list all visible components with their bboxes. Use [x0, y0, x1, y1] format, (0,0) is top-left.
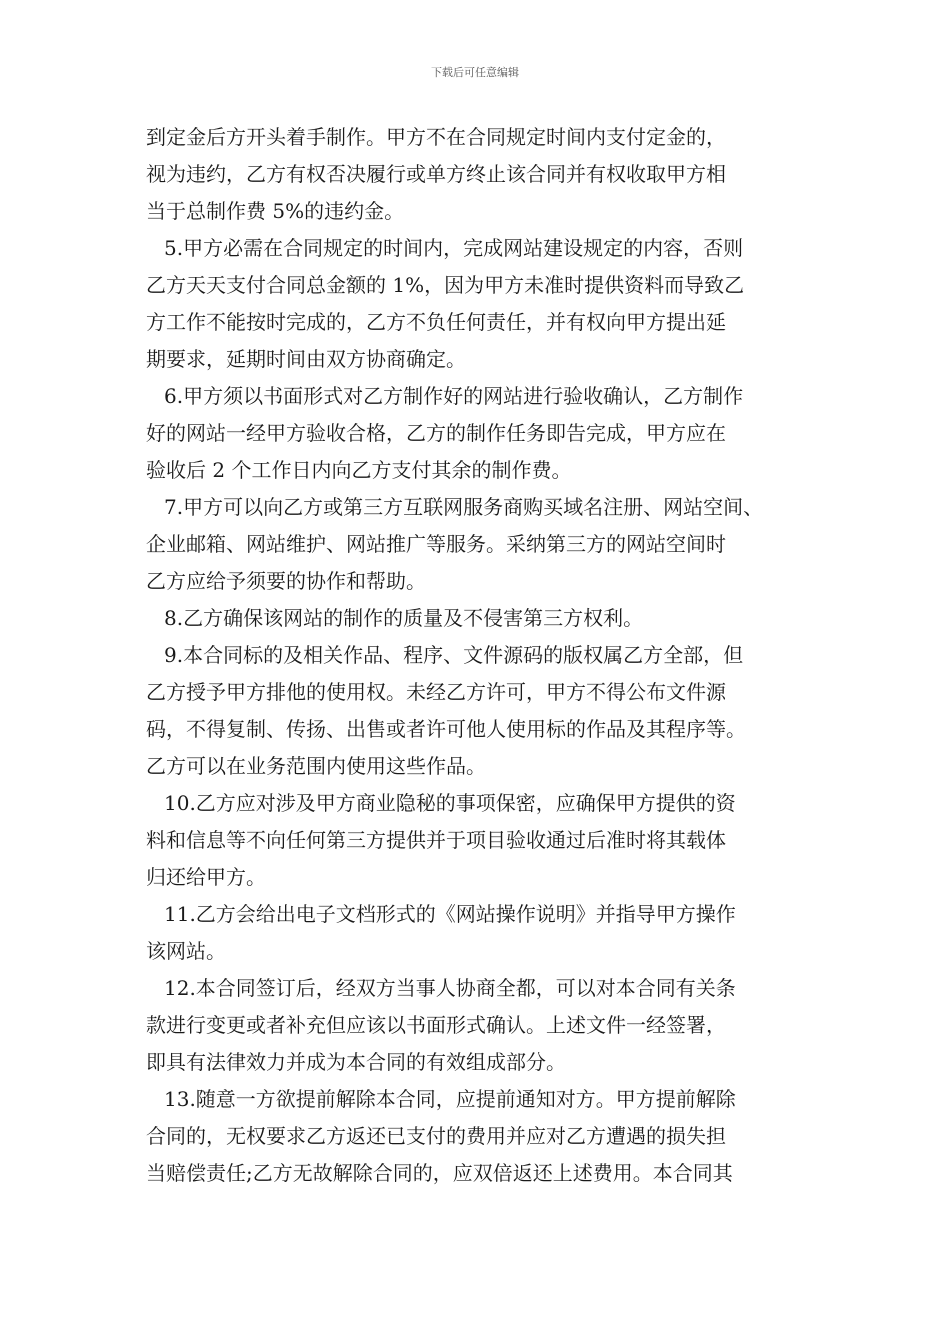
clause-13	[146, 1081, 826, 1192]
text-line: 企业邮箱、网站维护、网站推广等服务。采纳第三方的网站空间时	[146, 532, 726, 556]
text-line: 归还给甲方。	[146, 865, 266, 889]
text-line: 期要求，延期时间由双方协商确定。	[146, 347, 466, 371]
clause-8	[146, 600, 826, 637]
text-line: 验收后 2 个工作日内向乙方支付其余的制作费。	[146, 458, 572, 482]
text-line: 乙方授予甲方排他的使用权。未经乙方许可，甲方不得公布文件源	[146, 680, 726, 704]
text-line: 6.甲方须以书面形式对乙方制作好的网站进行验收确认，乙方制作	[164, 384, 744, 408]
clause-9	[146, 637, 826, 785]
text-line: 方工作不能按时完成的，乙方不负任何责任，并有权向甲方提出延	[146, 310, 726, 334]
text-line: 12.本合同签订后，经双方当事人协商全都，可以对本合同有关条	[164, 976, 736, 1000]
text-line: 即具有法律效力并成为本合同的有效组成部分。	[146, 1050, 566, 1074]
text-line: 料和信息等不向任何第三方提供并于项目验收通过后准时将其载体	[146, 828, 726, 852]
clause-11	[146, 896, 826, 970]
text-line: 码，不得复制、传扬、出售或者许可他人使用标的作品及其程序等。	[146, 717, 746, 741]
clause-6	[146, 378, 826, 489]
text-line: 13.随意一方欲提前解除本合同，应提前通知对方。甲方提前解除	[164, 1087, 736, 1111]
text-line: 7.甲方可以向乙方或第三方互联网服务商购买域名注册、网站空间、	[164, 495, 764, 519]
text-line: 该网站。	[146, 939, 226, 963]
clause-10	[146, 785, 826, 896]
text-line: 乙方可以在业务范围内使用这些作品。	[146, 754, 486, 778]
text-line: 当于总制作费 5%的违约金。	[146, 199, 405, 223]
text-line: 10.乙方应对涉及甲方商业隐秘的事项保密，应确保甲方提供的资	[164, 791, 736, 815]
text-line: 当赔偿责任;乙方无故解除合同的，应双倍返还上述费用。本合同其	[146, 1161, 733, 1185]
text-line: 合同的，无权要求乙方返还已支付的费用并应对乙方遭遇的损失担	[146, 1124, 726, 1148]
text-line: 到定金后方开头着手制作。甲方不在合同规定时间内支付定金的，	[146, 125, 726, 149]
text-line: 11.乙方会给出电子文档形式的《网站操作说明》并指导甲方操作	[164, 902, 736, 926]
text-line: 5.甲方必需在合同规定的时间内，完成网站建设规定的内容，否则	[164, 236, 744, 260]
text-line: 视为违约，乙方有权否决履行或单方终止该合同并有权收取甲方相	[146, 162, 726, 186]
clause-7	[146, 489, 826, 600]
text-line: 乙方天天支付合同总金额的 1%，因为甲方未准时提供资料而导致乙	[146, 273, 745, 297]
text-line: 乙方应给予须要的协作和帮助。	[146, 569, 426, 593]
clause-12	[146, 970, 826, 1081]
page-header-note: 下载后可任意编辑	[431, 66, 519, 79]
text-line: 款进行变更或者补充但应该以书面形式确认。上述文件一经签署，	[146, 1013, 726, 1037]
document-body	[146, 119, 826, 1192]
paragraph-continuation	[146, 119, 826, 230]
text-line: 9.本合同标的及相关作品、程序、文件源码的版权属乙方全部，但	[164, 643, 744, 667]
clause-5	[146, 230, 826, 378]
text-line: 8.乙方确保该网站的制作的质量及不侵害第三方权利。	[164, 606, 644, 630]
text-line: 好的网站一经甲方验收合格，乙方的制作任务即告完成，甲方应在	[146, 421, 726, 445]
